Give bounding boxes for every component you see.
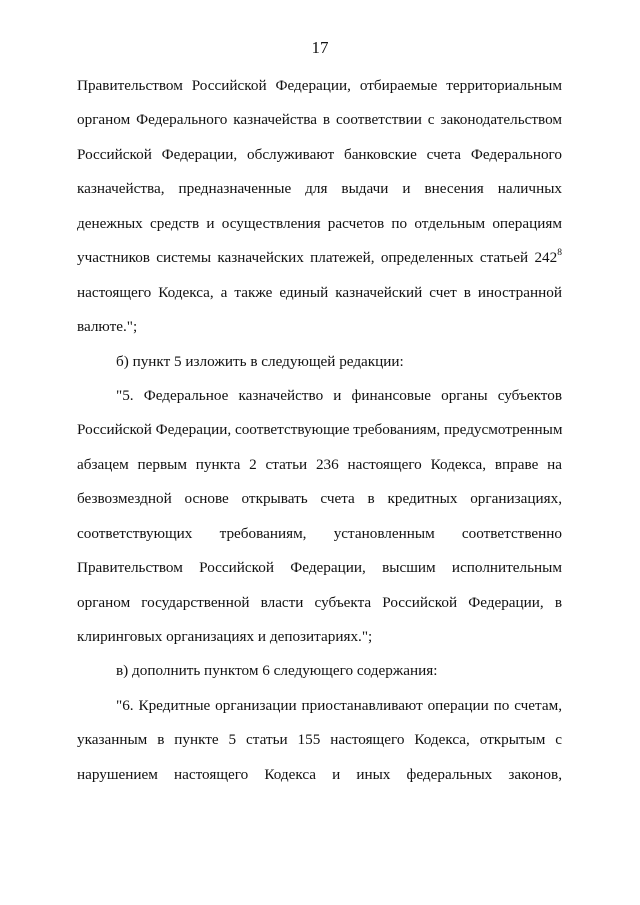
- text-line: Правительством Российской Федерации, отбираемые территориальным: [77, 77, 562, 94]
- text-line: указанным в пункте 5 статьи 155 настоящего Кодекса, открытым с: [77, 731, 562, 749]
- text-line: органом Федерального казначейства в соответствии с законодательством: [77, 111, 562, 129]
- text-line: денежных средств и осуществления расчетов по отдельным операциям: [77, 214, 562, 232]
- text-line: казначейства, предназначенные для выдачи и внесения наличных: [77, 180, 562, 198]
- text-line: Российской Федерации, соответствующие требованиям, предусмотренным: [77, 421, 563, 439]
- text-line-content: участников системы казначейских платежей, определенных статьей 242: [77, 249, 558, 267]
- text-line: "6. Кредитные организации приостанавливают операции по счетам,: [116, 696, 562, 714]
- text-line: валюте.";: [77, 318, 138, 336]
- text-line: органом государственной власти субъекта Российской Федерации, в: [77, 593, 562, 611]
- text-line: Российской Федерации, обслуживают банковские счета Федерального: [77, 145, 562, 163]
- text-line: соответствующих требованиям, установленным соответственно: [77, 524, 562, 542]
- article-superscript: 8: [557, 248, 562, 259]
- text-line: безвозмездной основе открывать счета в кредитных организациях,: [77, 490, 562, 508]
- text-line: Правительством Российской Федерации, высшим исполнительным: [77, 559, 562, 577]
- list-item-heading: б) пункт 5 изложить в следующей редакции:: [116, 352, 404, 370]
- text-line: "5. Федеральное казначейство и финансовые органы субъектов: [116, 386, 562, 404]
- page-number: 17: [311, 38, 329, 57]
- text-line: клиринговых организациях и депозитариях.";: [77, 628, 373, 645]
- text-line: нарушением настоящего Кодекса и иных федеральных законов,: [77, 765, 562, 783]
- text-line: абзацем первым пункта 2 статьи 236 настоящего Кодекса, вправе на: [77, 455, 562, 473]
- document-body: [77, 73, 562, 796]
- text-line-with-superscript: [77, 245, 562, 279]
- list-item-heading: в) дополнить пунктом 6 следующего содержания:: [116, 662, 438, 680]
- text-line: настоящего Кодекса, а также единый казначейский счет в иностранной: [77, 283, 562, 301]
